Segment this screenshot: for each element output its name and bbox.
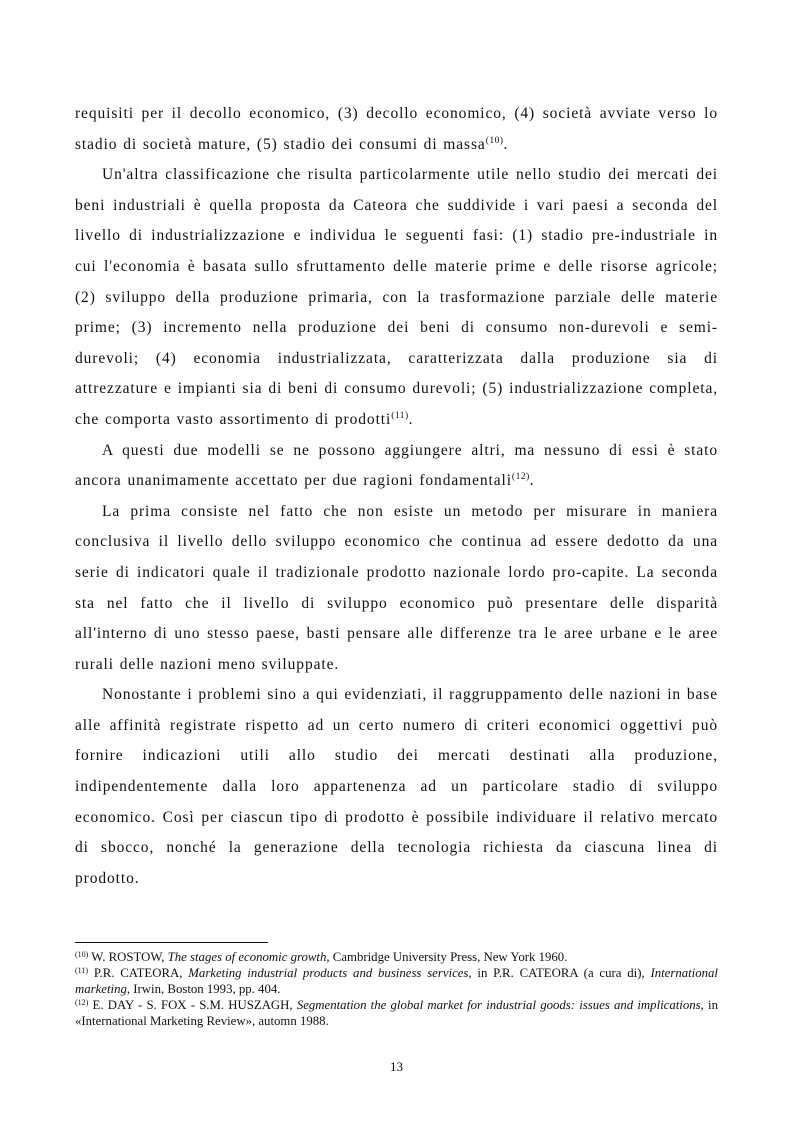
paragraph-models [75,436,718,497]
paragraph-tail: . [529,472,535,490]
paragraph-tail: . [408,410,414,428]
footnote-ref-10[interactable]: (10) [485,135,504,146]
page-number: 13 [390,1059,403,1074]
footnote-11 [75,965,718,997]
main-text [75,99,718,894]
footnote-author: W. ROSTOW, [88,950,168,964]
footnote-publisher: , in «International Marketing Review», automn 1988. [75,998,718,1028]
footnote-ref-11[interactable]: (11) [391,410,409,421]
paragraph-text: requisiti per il decollo economico, (3) decollo economico, (4) società avviate verso lo stadio di società mature, (5) stadio dei consumi di massa [75,105,718,153]
paragraph-continued [75,99,718,160]
footnote-title: Marketing industrial products and business services [188,966,469,980]
paragraph-tail: . [503,135,509,153]
footnote-12 [75,997,718,1029]
footnote-publisher: , Irwin, Boston 1993, pp. 404. [126,982,281,996]
footnotes [75,949,718,1029]
footnote-title: Segmentation the global market for industrial goods: issues and implications [296,998,701,1012]
footnote-author: E. DAY - S. FOX - S.M. HUSZAGH, [88,998,297,1012]
paragraph-text: A questi due modelli se ne possono aggiungere altri, ma nessuno di essi è stato ancora unanimamente accettato per due ragioni fondamentali [75,441,718,490]
footnote-number: (10) [75,950,89,959]
footnote-publisher: , Cambridge University Press, New York 1960. [326,950,568,964]
footnote-editor: , in P.R. CATEORA (a cura di), [468,966,651,980]
paragraph-reasons: La prima consiste nel fatto che non esiste un metodo per misurare in maniera conclusiva il livello dello sviluppo economico che continua ad essere dedotto da una serie di indicatori quale il tradizionale prodotto nazionale lordo pro-capite. La seconda sta nel fatto che il livello di sviluppo economico può presentare delle disparità all'interno di uno stesso paese, basti pensare alle differenze tra le aree urbane e le aree rurali delle nazioni meno sviluppate. [75,502,718,673]
paragraph-cateora [75,160,718,435]
paragraph-conclusion: Nonostante i problemi sino a qui evidenziati, il raggruppamento delle nazioni in base alle affinità registrate rispetto ad un certo numero di criteri economici oggettivi può fornire indicazioni utili allo studio dei mercati destinati alla produzione, indipendentemente dalla loro appartenenza ad un particolare stadio di sviluppo economico. Così per ciascun tipo di prodotto è possibile individuare il relativo mercato di sbocco, nonché la generazione della tecnologia richiesta da ciascuna linea di prodotto. [75,686,718,887]
paragraph-text: Un'altra classificazione che risulta particolarmente utile nello studio dei mercati dei beni industriali è quella proposta da Cateora che suddivide i vari paesi a seconda del livello di industrializzazione e individua le seguenti fasi: (1) stadio pre-industriale in cui l'economia è basata sullo sfruttamento delle materie prime e delle risorse agricole; (2) sviluppo della produzione primaria, con la trasformazione parziale delle materie prime; (3) incremento nella produzione dei beni di consumo non-durevoli e semi-durevoli; (4) economia industrializzata, caratterizzata dalla produzione sia di attrezzature e impianti sia di beni di consumo durevoli; (5) industrializzazione completa, che comporta vasto assortimento di prodotti [75,166,718,428]
footnote-book-title: International marketing [75,966,718,996]
footnote-separator [75,942,268,943]
footnote-number: (12) [75,998,89,1007]
footnote-ref-12[interactable]: (12) [511,472,530,483]
footnote-number: (11) [75,966,89,975]
footnote-author: P.R. CATEORA, [88,966,189,980]
footnote-title: The stages of economic growth [167,950,327,964]
footnote-10 [75,949,718,965]
